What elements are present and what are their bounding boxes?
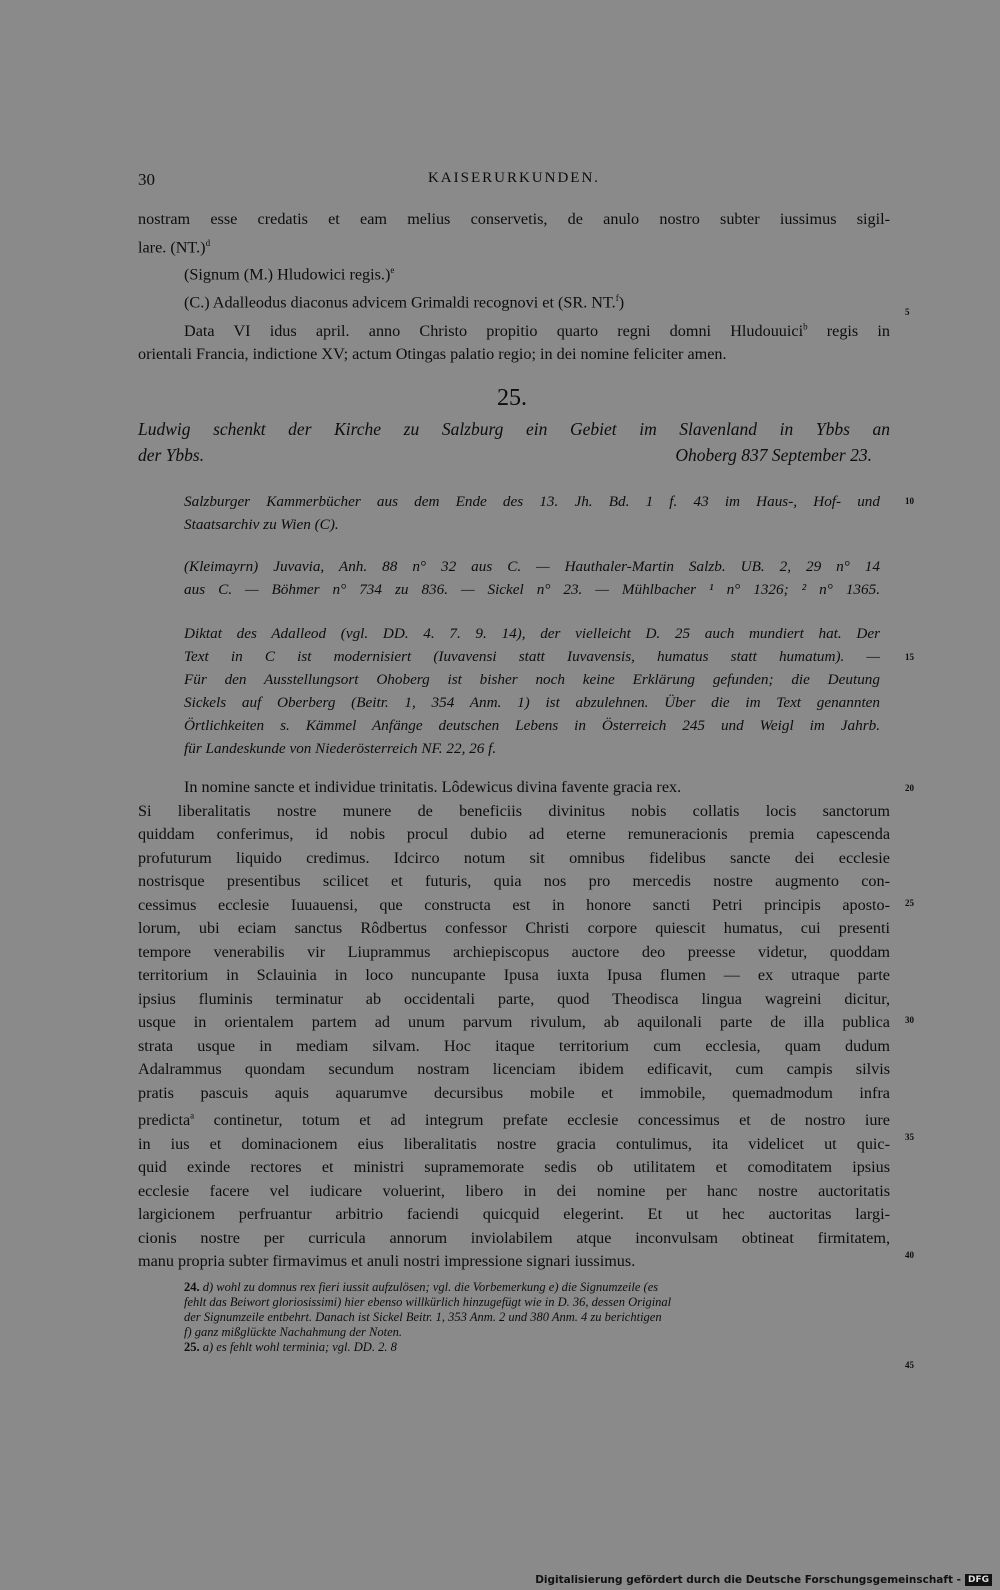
text-line: profuturum liquido credimus. Idcirco notum sit omnibus fidelibus sancte dei ecclesie (138, 848, 890, 867)
margin-line-number: 40 (905, 1250, 914, 1260)
charter-text (138, 776, 890, 1274)
running-title: KAISERURKUNDEN. (427, 170, 601, 186)
text-line: in ius et dominacionem eius liberalitatis nostre gracia contulimus, ita videlicet ut quic- (138, 1134, 890, 1153)
signum-line: (Signum (M.) Hludowici regis.)$^e$ (184, 265, 395, 284)
title-line: Ludwig schenkt der Kirche zu Salzburg ein Gebiet im Slavenland in Ybbs an (138, 419, 890, 439)
text-line: territorium in Sclauinia in loco nuncupante Ipusa iuxta Ipusa flumen — ex utraque parte (138, 966, 890, 984)
text-line: predicta$^a$ continetur, totum et ad integrum prefate ecclesie concessimus et de nostro iure (138, 1111, 890, 1130)
commentary-note (184, 622, 880, 760)
title-end: der Ybbs. (138, 445, 205, 465)
margin-line-number: 5 (905, 307, 910, 317)
footnotes (184, 1280, 884, 1355)
footnote-24: 24. d) wohl zu domnus rex fieri iussit aufzulösen; vgl. die Vorbemerkung e) die Signumzeile (es (184, 1280, 659, 1294)
previous-document-end (138, 208, 890, 367)
text-line: ecclesie facere vel iudicare voluerint, libero in dei nomine per hanc nostre auctoritatis (138, 1181, 890, 1200)
text-line: cionis nostre per curricula annorum inviolabilem atque inconvulsam obtineat firmitatem, (138, 1228, 890, 1247)
document-number: 25. (497, 385, 527, 411)
text-line: lorum, ubi eciam sanctus Rôdbertus confessor Christi corpore quiescit humatus, cui presenti (138, 919, 890, 937)
text-line: nostram esse credatis et eam melius conservetis, de anulo nostro subter iussimus sigil- (138, 210, 890, 228)
text-line: Diktat des Adalleod (vgl. DD. 4. 7. 9. 14), der vielleicht D. 25 auch mundiert hat. Der (184, 625, 880, 642)
text-line: Für den Ausstellungsort Ohoberg ist bisher noch keine Erklärung gefunden; die Deutung (184, 671, 880, 688)
title-line (138, 442, 890, 468)
text-line: für Landeskunde von Niederösterreich NF. 22, 26 f. (184, 740, 497, 757)
text-line: (Kleimayrn) Juvavia, Anh. 88 n° 32 aus C. — Hauthaler-Martin Salzb. UB. 2, 29 n° 14 (184, 558, 880, 575)
text-line: lare. $(NT.)^d$ (138, 237, 211, 256)
margin-line-number: 10 (905, 496, 914, 506)
source-note (184, 490, 880, 536)
text-line: In nomine sancte et individue trinitatis. Lôdewicus divina favente gracia rex. (184, 778, 682, 796)
margin-line-number: 20 (905, 783, 914, 793)
footnote-25: 25. a) es fehlt wohl terminia; vgl. DD. 2. 8 (184, 1340, 397, 1354)
editions-note (184, 555, 880, 601)
recognition-line: (C.) Adalleodus diaconus advicem Grimaldi recognovi et (SR. NT.$^f$) (184, 293, 625, 312)
text-line: Örtlichkeiten s. Kämmel Anfänge deutschen Lebens in Österreich 245 und Weigl im Jahrb. (184, 717, 880, 734)
text-line: largicionem perfruantur arbitrio faciendi quicquid elegerint. Et ut hec auctoritas largi- (138, 1205, 890, 1224)
margin-line-number: 45 (905, 1360, 914, 1370)
margin-line-number: 25 (905, 898, 914, 908)
text-line: Text in C ist modernisiert (Iuvavensi statt Iuvavensis, humatus statt humatum). — (184, 648, 880, 665)
text-line: cessimus ecclesie Iuuauensi, que constructa est in honore sancti Petri principis aposto- (138, 895, 890, 914)
footer-text: Digitalisierung gefördert durch die Deutsche Forschungsgemeinschaft - (535, 1574, 961, 1586)
dating-line: Data VI idus april. anno Christo propitio quarto regni domni Hludouuici$^b$ regis in (184, 321, 890, 340)
text-line: pratis pascuis aquis aquarumve decursibus mobile et immobile, quemadmodum infra (138, 1083, 890, 1102)
text-line: Si liberalitatis nostre munere de beneficiis divinitus nobis collatis locis sanctorum (138, 801, 890, 820)
text-line: Sickels auf Oberberg (Beitr. 1, 354 Anm. 1) ist abzulehnen. Über die im Text genannten (184, 694, 880, 711)
text-line: usque in orientalem partem ad unum parvum rivulum, ab aquilonali parte de illa publica (138, 1013, 890, 1031)
running-header (138, 170, 890, 192)
dating-line: orientali Francia, indictione XV; actum Otingas palatio regio; in dei nomine feliciter amen. (138, 345, 727, 364)
text-line: tempore venerabilis vir Liuprammus archiepiscopus auctore deo preesse videtur, quoddam (138, 942, 890, 961)
dfg-logo: DFG (965, 1574, 992, 1586)
text-line: aus C. — Böhmer n° 734 zu 836. — Sickel n° 23. — Mühlbacher ¹ n° 1326; ² n° 1365. (184, 581, 880, 598)
text-line: strata usque in mediam silvam. Hoc itaque territorium cum ecclesia, quam dudum (138, 1036, 890, 1055)
text-line: quid exinde rectores et ministri supramemorate sedis ob utilitatem et comoditatem ipsius (138, 1158, 890, 1177)
text-line: manu propria subter firmavimus et anuli nostri impressione signari iussimus. (138, 1252, 636, 1271)
place-date: Ohoberg 837 September 23. (675, 445, 872, 465)
text-line: nostrisque presentibus scilicet et futuris, quia nos pro mercedis nostre augmento con- (138, 872, 890, 890)
text-line: quiddam conferimus, id nobis procul dubio ad eterne remuneracionis premia capescenda (138, 825, 890, 843)
digitization-footer (535, 1574, 992, 1586)
footnote-line: der Signumzeile entbehrt. Danach ist Sickel Beitr. 1, 353 Anm. 2 und 380 Anm. 4 zu berichtigen (184, 1310, 662, 1324)
margin-line-number: 15 (905, 652, 914, 662)
text-line: Adalrammus quondam secundum nostram licenciam ibidem edificavit, cum campis silvis (138, 1060, 890, 1078)
footnote-line: fehlt das Beiwort gloriosissimi) hier ebenso willkürlich hinzugefügt wie in D. 36, dessen Original (184, 1295, 672, 1309)
page-number: 30 (138, 170, 155, 189)
margin-line-number: 30 (905, 1015, 914, 1025)
document-title (138, 416, 890, 468)
footnote-line: f) ganz mißglückte Nachahmung der Noten. (184, 1325, 403, 1339)
text-line: Staatsarchiv zu Wien (C). (184, 516, 339, 533)
margin-line-number: 35 (905, 1132, 914, 1142)
text-line: ipsius fluminis terminatur ab occidentali parte, quod Theodisca lingua wagreini dicitur, (138, 989, 890, 1008)
text-line: Salzburger Kammerbücher aus dem Ende des 13. Jh. Bd. 1 f. 43 im Haus-, Hof- und (184, 493, 880, 510)
